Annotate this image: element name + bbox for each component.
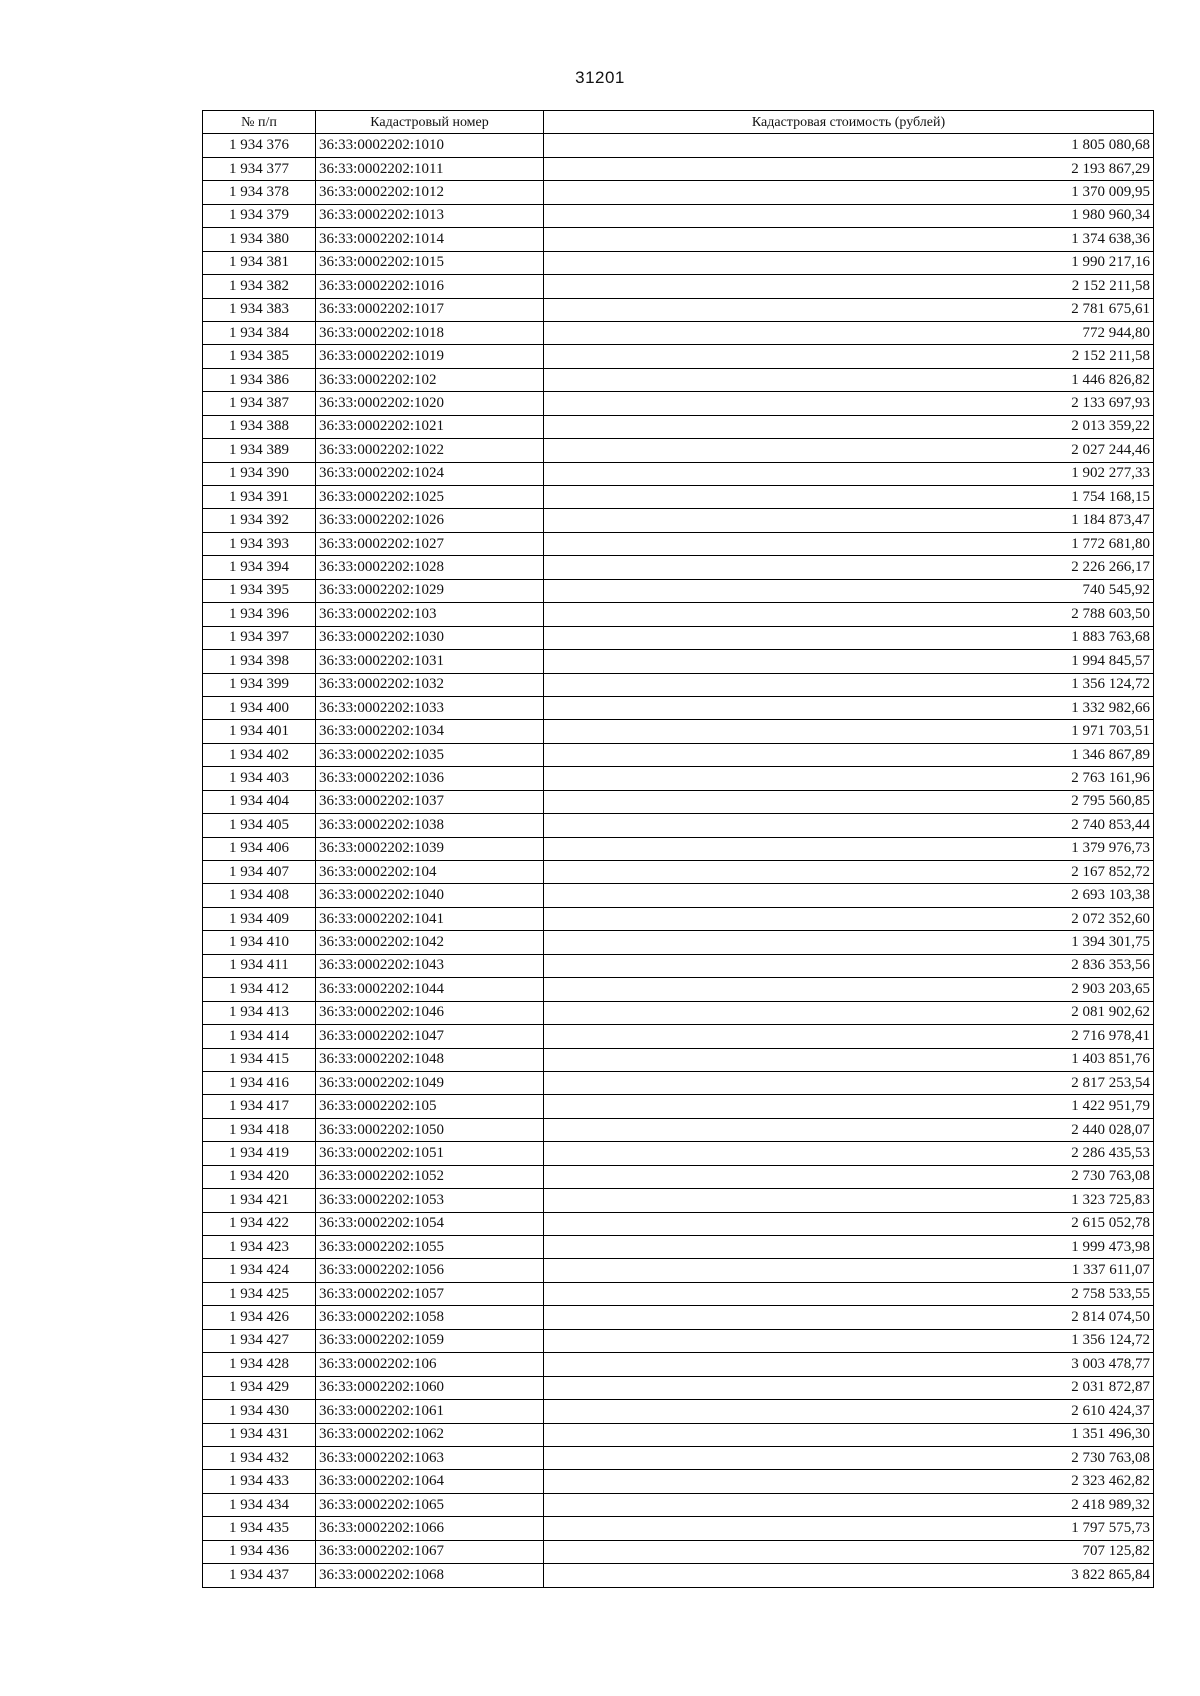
- table-row: [203, 321, 1154, 344]
- row-number: 1 934 435: [203, 1517, 316, 1540]
- table-row: [203, 1236, 1154, 1259]
- table-row: [203, 790, 1154, 813]
- row-number: 1 934 391: [203, 486, 316, 509]
- table-row: [203, 579, 1154, 602]
- cadastral-value: 1 446 826,82: [544, 368, 1154, 391]
- row-number: 1 934 394: [203, 556, 316, 579]
- row-number: 1 934 415: [203, 1048, 316, 1071]
- cadastral-number: 36:33:0002202:105: [316, 1095, 544, 1118]
- row-number: 1 934 426: [203, 1306, 316, 1329]
- cadastral-number: 36:33:0002202:1019: [316, 345, 544, 368]
- cadastral-value-table: [202, 110, 1154, 1588]
- table-row: [203, 837, 1154, 860]
- cadastral-value: 2 152 211,58: [544, 345, 1154, 368]
- cadastral-number: 36:33:0002202:1040: [316, 884, 544, 907]
- cadastral-value: 2 193 867,29: [544, 157, 1154, 180]
- cadastral-number: 36:33:0002202:1051: [316, 1142, 544, 1165]
- table-row: [203, 368, 1154, 391]
- table-row: [203, 415, 1154, 438]
- table-row: [203, 1400, 1154, 1423]
- cadastral-number: 36:33:0002202:1029: [316, 579, 544, 602]
- cadastral-number: 36:33:0002202:1037: [316, 790, 544, 813]
- cadastral-number: 36:33:0002202:1030: [316, 626, 544, 649]
- cadastral-number: 36:33:0002202:104: [316, 861, 544, 884]
- table-row: [203, 392, 1154, 415]
- table-row: [203, 907, 1154, 930]
- row-number: 1 934 414: [203, 1025, 316, 1048]
- table-row: [203, 931, 1154, 954]
- cadastral-number: 36:33:0002202:1050: [316, 1118, 544, 1141]
- cadastral-value: 2 031 872,87: [544, 1376, 1154, 1399]
- table-row: [203, 275, 1154, 298]
- cadastral-value: 1 356 124,72: [544, 1329, 1154, 1352]
- table-row: [203, 1564, 1154, 1587]
- table-row: [203, 345, 1154, 368]
- table-row: [203, 603, 1154, 626]
- table-row: [203, 157, 1154, 180]
- cadastral-number: 36:33:0002202:102: [316, 368, 544, 391]
- cadastral-value: 1 999 473,98: [544, 1236, 1154, 1259]
- cadastral-value: 1 422 951,79: [544, 1095, 1154, 1118]
- table-row: [203, 181, 1154, 204]
- table-row: [203, 814, 1154, 837]
- row-number: 1 934 429: [203, 1376, 316, 1399]
- cadastral-value: 2 323 462,82: [544, 1470, 1154, 1493]
- table-row: [203, 298, 1154, 321]
- cadastral-number: 36:33:0002202:1056: [316, 1259, 544, 1282]
- row-number: 1 934 377: [203, 157, 316, 180]
- cadastral-number: 36:33:0002202:1026: [316, 509, 544, 532]
- row-number: 1 934 396: [203, 603, 316, 626]
- row-number: 1 934 398: [203, 650, 316, 673]
- cadastral-value: 1 337 611,07: [544, 1259, 1154, 1282]
- row-number: 1 934 411: [203, 954, 316, 977]
- row-number: 1 934 403: [203, 767, 316, 790]
- table-row: [203, 696, 1154, 719]
- row-number: 1 934 386: [203, 368, 316, 391]
- row-number: 1 934 404: [203, 790, 316, 813]
- cadastral-value: 2 615 052,78: [544, 1212, 1154, 1235]
- row-number: 1 934 380: [203, 228, 316, 251]
- cadastral-number: 36:33:0002202:1044: [316, 978, 544, 1001]
- cadastral-number: 36:33:0002202:1067: [316, 1540, 544, 1563]
- cadastral-number: 36:33:0002202:1059: [316, 1329, 544, 1352]
- cadastral-number: 36:33:0002202:1014: [316, 228, 544, 251]
- table-row: [203, 1493, 1154, 1516]
- table-row: [203, 861, 1154, 884]
- cadastral-number: 36:33:0002202:1018: [316, 321, 544, 344]
- cadastral-value: 1 323 725,83: [544, 1189, 1154, 1212]
- row-number: 1 934 410: [203, 931, 316, 954]
- cadastral-number: 36:33:0002202:1034: [316, 720, 544, 743]
- row-number: 1 934 430: [203, 1400, 316, 1423]
- cadastral-value: 1 805 080,68: [544, 134, 1154, 157]
- table-row: [203, 1470, 1154, 1493]
- row-number: 1 934 401: [203, 720, 316, 743]
- cadastral-number: 36:33:0002202:1057: [316, 1282, 544, 1305]
- table-row: [203, 743, 1154, 766]
- cadastral-value: 2 740 853,44: [544, 814, 1154, 837]
- cadastral-number: 36:33:0002202:1065: [316, 1493, 544, 1516]
- header-cadastral-value: Кадастровая стоимость (рублей): [544, 111, 1154, 134]
- table-header: [203, 111, 1154, 134]
- header-row: [203, 111, 1154, 134]
- cadastral-value: 2 763 161,96: [544, 767, 1154, 790]
- row-number: 1 934 437: [203, 1564, 316, 1587]
- cadastral-value: 2 758 533,55: [544, 1282, 1154, 1305]
- cadastral-value: 1 990 217,16: [544, 251, 1154, 274]
- cadastral-value: 2 013 359,22: [544, 415, 1154, 438]
- table-row: [203, 1001, 1154, 1024]
- table-row: [203, 650, 1154, 673]
- cadastral-number: 36:33:0002202:1047: [316, 1025, 544, 1048]
- row-number: 1 934 425: [203, 1282, 316, 1305]
- row-number: 1 934 383: [203, 298, 316, 321]
- cadastral-number: 36:33:0002202:1013: [316, 204, 544, 227]
- table-row: [203, 1353, 1154, 1376]
- table-row: [203, 673, 1154, 696]
- table-row: [203, 1517, 1154, 1540]
- table-row: [203, 626, 1154, 649]
- cadastral-number: 36:33:0002202:1038: [316, 814, 544, 837]
- table-body: [203, 134, 1154, 1587]
- row-number: 1 934 400: [203, 696, 316, 719]
- cadastral-number: 36:33:0002202:1039: [316, 837, 544, 860]
- cadastral-number: 36:33:0002202:1022: [316, 439, 544, 462]
- table-row: [203, 1329, 1154, 1352]
- row-number: 1 934 412: [203, 978, 316, 1001]
- cadastral-value: 740 545,92: [544, 579, 1154, 602]
- table-row: [203, 1540, 1154, 1563]
- cadastral-value: 3 822 865,84: [544, 1564, 1154, 1587]
- cadastral-number: 36:33:0002202:1063: [316, 1446, 544, 1469]
- table-row: [203, 1306, 1154, 1329]
- row-number: 1 934 385: [203, 345, 316, 368]
- table-row: [203, 1071, 1154, 1094]
- cadastral-number: 36:33:0002202:1016: [316, 275, 544, 298]
- table-row: [203, 720, 1154, 743]
- cadastral-value: 1 971 703,51: [544, 720, 1154, 743]
- table-row: [203, 228, 1154, 251]
- row-number: 1 934 422: [203, 1212, 316, 1235]
- table-row: [203, 884, 1154, 907]
- row-number: 1 934 387: [203, 392, 316, 415]
- row-number: 1 934 421: [203, 1189, 316, 1212]
- cadastral-number: 36:33:0002202:106: [316, 1353, 544, 1376]
- cadastral-value: 2 817 253,54: [544, 1071, 1154, 1094]
- cadastral-number: 36:33:0002202:103: [316, 603, 544, 626]
- table-row: [203, 1376, 1154, 1399]
- row-number: 1 934 432: [203, 1446, 316, 1469]
- cadastral-value: 1 351 496,30: [544, 1423, 1154, 1446]
- table-row: [203, 1189, 1154, 1212]
- cadastral-value: 2 286 435,53: [544, 1142, 1154, 1165]
- table-row: [203, 251, 1154, 274]
- cadastral-number: 36:33:0002202:1020: [316, 392, 544, 415]
- row-number: 1 934 381: [203, 251, 316, 274]
- table-row: [203, 556, 1154, 579]
- cadastral-value: 2 072 352,60: [544, 907, 1154, 930]
- cadastral-value: 2 081 902,62: [544, 1001, 1154, 1024]
- cadastral-value: 2 693 103,38: [544, 884, 1154, 907]
- row-number: 1 934 399: [203, 673, 316, 696]
- row-number: 1 934 423: [203, 1236, 316, 1259]
- row-number: 1 934 406: [203, 837, 316, 860]
- table-row: [203, 954, 1154, 977]
- table-row: [203, 1025, 1154, 1048]
- table-row: [203, 1095, 1154, 1118]
- row-number: 1 934 390: [203, 462, 316, 485]
- row-number: 1 934 417: [203, 1095, 316, 1118]
- cadastral-value: 2 226 266,17: [544, 556, 1154, 579]
- cadastral-number: 36:33:0002202:1035: [316, 743, 544, 766]
- cadastral-value: 1 184 873,47: [544, 509, 1154, 532]
- cadastral-value: 2 730 763,08: [544, 1165, 1154, 1188]
- cadastral-value: 2 152 211,58: [544, 275, 1154, 298]
- cadastral-value: 2 440 028,07: [544, 1118, 1154, 1141]
- cadastral-value: 2 027 244,46: [544, 439, 1154, 462]
- cadastral-number: 36:33:0002202:1021: [316, 415, 544, 438]
- cadastral-number: 36:33:0002202:1052: [316, 1165, 544, 1188]
- row-number: 1 934 416: [203, 1071, 316, 1094]
- row-number: 1 934 388: [203, 415, 316, 438]
- table-row: [203, 1423, 1154, 1446]
- cadastral-number: 36:33:0002202:1060: [316, 1376, 544, 1399]
- cadastral-number: 36:33:0002202:1053: [316, 1189, 544, 1212]
- cadastral-value: 2 814 074,50: [544, 1306, 1154, 1329]
- table-row: [203, 1259, 1154, 1282]
- table-row: [203, 1048, 1154, 1071]
- cadastral-value: 2 133 697,93: [544, 392, 1154, 415]
- page-number: 31201: [575, 68, 625, 87]
- cadastral-number: 36:33:0002202:1015: [316, 251, 544, 274]
- cadastral-value: 1 379 976,73: [544, 837, 1154, 860]
- cadastral-number: 36:33:0002202:1024: [316, 462, 544, 485]
- row-number: 1 934 433: [203, 1470, 316, 1493]
- row-number: 1 934 378: [203, 181, 316, 204]
- table-row: [203, 134, 1154, 157]
- header-cadastral-number: Кадастровый номер: [316, 111, 544, 134]
- cadastral-value: 2 836 353,56: [544, 954, 1154, 977]
- header-row-number: № п/п: [203, 111, 316, 134]
- cadastral-number: 36:33:0002202:1062: [316, 1423, 544, 1446]
- cadastral-number: 36:33:0002202:1055: [316, 1236, 544, 1259]
- cadastral-value: 3 003 478,77: [544, 1353, 1154, 1376]
- cadastral-number: 36:33:0002202:1027: [316, 532, 544, 555]
- row-number: 1 934 419: [203, 1142, 316, 1165]
- table-row: [203, 509, 1154, 532]
- cadastral-number: 36:33:0002202:1043: [316, 954, 544, 977]
- row-number: 1 934 379: [203, 204, 316, 227]
- row-number: 1 934 384: [203, 321, 316, 344]
- row-number: 1 934 395: [203, 579, 316, 602]
- row-number: 1 934 436: [203, 1540, 316, 1563]
- cadastral-value: 1 370 009,95: [544, 181, 1154, 204]
- row-number: 1 934 376: [203, 134, 316, 157]
- cadastral-value: 1 394 301,75: [544, 931, 1154, 954]
- cadastral-value: 707 125,82: [544, 1540, 1154, 1563]
- table-row: [203, 439, 1154, 462]
- cadastral-number: 36:33:0002202:1036: [316, 767, 544, 790]
- cadastral-value: 1 994 845,57: [544, 650, 1154, 673]
- cadastral-value: 1 403 851,76: [544, 1048, 1154, 1071]
- cadastral-number: 36:33:0002202:1046: [316, 1001, 544, 1024]
- row-number: 1 934 420: [203, 1165, 316, 1188]
- cadastral-number: 36:33:0002202:1066: [316, 1517, 544, 1540]
- cadastral-value: 772 944,80: [544, 321, 1154, 344]
- row-number: 1 934 427: [203, 1329, 316, 1352]
- table-row: [203, 1282, 1154, 1305]
- row-number: 1 934 402: [203, 743, 316, 766]
- row-number: 1 934 389: [203, 439, 316, 462]
- table-row: [203, 1165, 1154, 1188]
- cadastral-value: 1 883 763,68: [544, 626, 1154, 649]
- row-number: 1 934 431: [203, 1423, 316, 1446]
- cadastral-value: 2 795 560,85: [544, 790, 1154, 813]
- cadastral-value: 2 716 978,41: [544, 1025, 1154, 1048]
- cadastral-value: 2 610 424,37: [544, 1400, 1154, 1423]
- cadastral-value: 2 903 203,65: [544, 978, 1154, 1001]
- cadastral-value: 1 754 168,15: [544, 486, 1154, 509]
- cadastral-number: 36:33:0002202:1048: [316, 1048, 544, 1071]
- cadastral-value: 2 730 763,08: [544, 1446, 1154, 1469]
- cadastral-value: 1 980 960,34: [544, 204, 1154, 227]
- table-row: [203, 1118, 1154, 1141]
- cadastral-value: 2 788 603,50: [544, 603, 1154, 626]
- table-row: [203, 1142, 1154, 1165]
- cadastral-number: 36:33:0002202:1032: [316, 673, 544, 696]
- cadastral-number: 36:33:0002202:1028: [316, 556, 544, 579]
- table-row: [203, 532, 1154, 555]
- cadastral-value: 1 356 124,72: [544, 673, 1154, 696]
- row-number: 1 934 407: [203, 861, 316, 884]
- cadastral-number: 36:33:0002202:1011: [316, 157, 544, 180]
- cadastral-number: 36:33:0002202:1064: [316, 1470, 544, 1493]
- table-row: [203, 462, 1154, 485]
- cadastral-value: 2 418 989,32: [544, 1493, 1154, 1516]
- cadastral-value: 2 781 675,61: [544, 298, 1154, 321]
- cadastral-number: 36:33:0002202:1042: [316, 931, 544, 954]
- row-number: 1 934 405: [203, 814, 316, 837]
- row-number: 1 934 434: [203, 1493, 316, 1516]
- cadastral-number: 36:33:0002202:1017: [316, 298, 544, 321]
- cadastral-number: 36:33:0002202:1068: [316, 1564, 544, 1587]
- row-number: 1 934 393: [203, 532, 316, 555]
- cadastral-number: 36:33:0002202:1041: [316, 907, 544, 930]
- cadastral-number: 36:33:0002202:1033: [316, 696, 544, 719]
- cadastral-number: 36:33:0002202:1049: [316, 1071, 544, 1094]
- cadastral-value: 1 374 638,36: [544, 228, 1154, 251]
- table-row: [203, 1446, 1154, 1469]
- cadastral-value: 1 902 277,33: [544, 462, 1154, 485]
- row-number: 1 934 424: [203, 1259, 316, 1282]
- cadastral-value: 1 332 982,66: [544, 696, 1154, 719]
- row-number: 1 934 392: [203, 509, 316, 532]
- table-row: [203, 204, 1154, 227]
- row-number: 1 934 418: [203, 1118, 316, 1141]
- row-number: 1 934 397: [203, 626, 316, 649]
- row-number: 1 934 413: [203, 1001, 316, 1024]
- table-row: [203, 978, 1154, 1001]
- row-number: 1 934 409: [203, 907, 316, 930]
- cadastral-value: 2 167 852,72: [544, 861, 1154, 884]
- row-number: 1 934 382: [203, 275, 316, 298]
- table-row: [203, 767, 1154, 790]
- cadastral-value: 1 772 681,80: [544, 532, 1154, 555]
- cadastral-number: 36:33:0002202:1061: [316, 1400, 544, 1423]
- cadastral-number: 36:33:0002202:1058: [316, 1306, 544, 1329]
- cadastral-value: 1 797 575,73: [544, 1517, 1154, 1540]
- cadastral-number: 36:33:0002202:1012: [316, 181, 544, 204]
- cadastral-value: 1 346 867,89: [544, 743, 1154, 766]
- cadastral-number: 36:33:0002202:1031: [316, 650, 544, 673]
- row-number: 1 934 408: [203, 884, 316, 907]
- cadastral-number: 36:33:0002202:1025: [316, 486, 544, 509]
- cadastral-number: 36:33:0002202:1054: [316, 1212, 544, 1235]
- table-row: [203, 486, 1154, 509]
- row-number: 1 934 428: [203, 1353, 316, 1376]
- cadastral-number: 36:33:0002202:1010: [316, 134, 544, 157]
- table-row: [203, 1212, 1154, 1235]
